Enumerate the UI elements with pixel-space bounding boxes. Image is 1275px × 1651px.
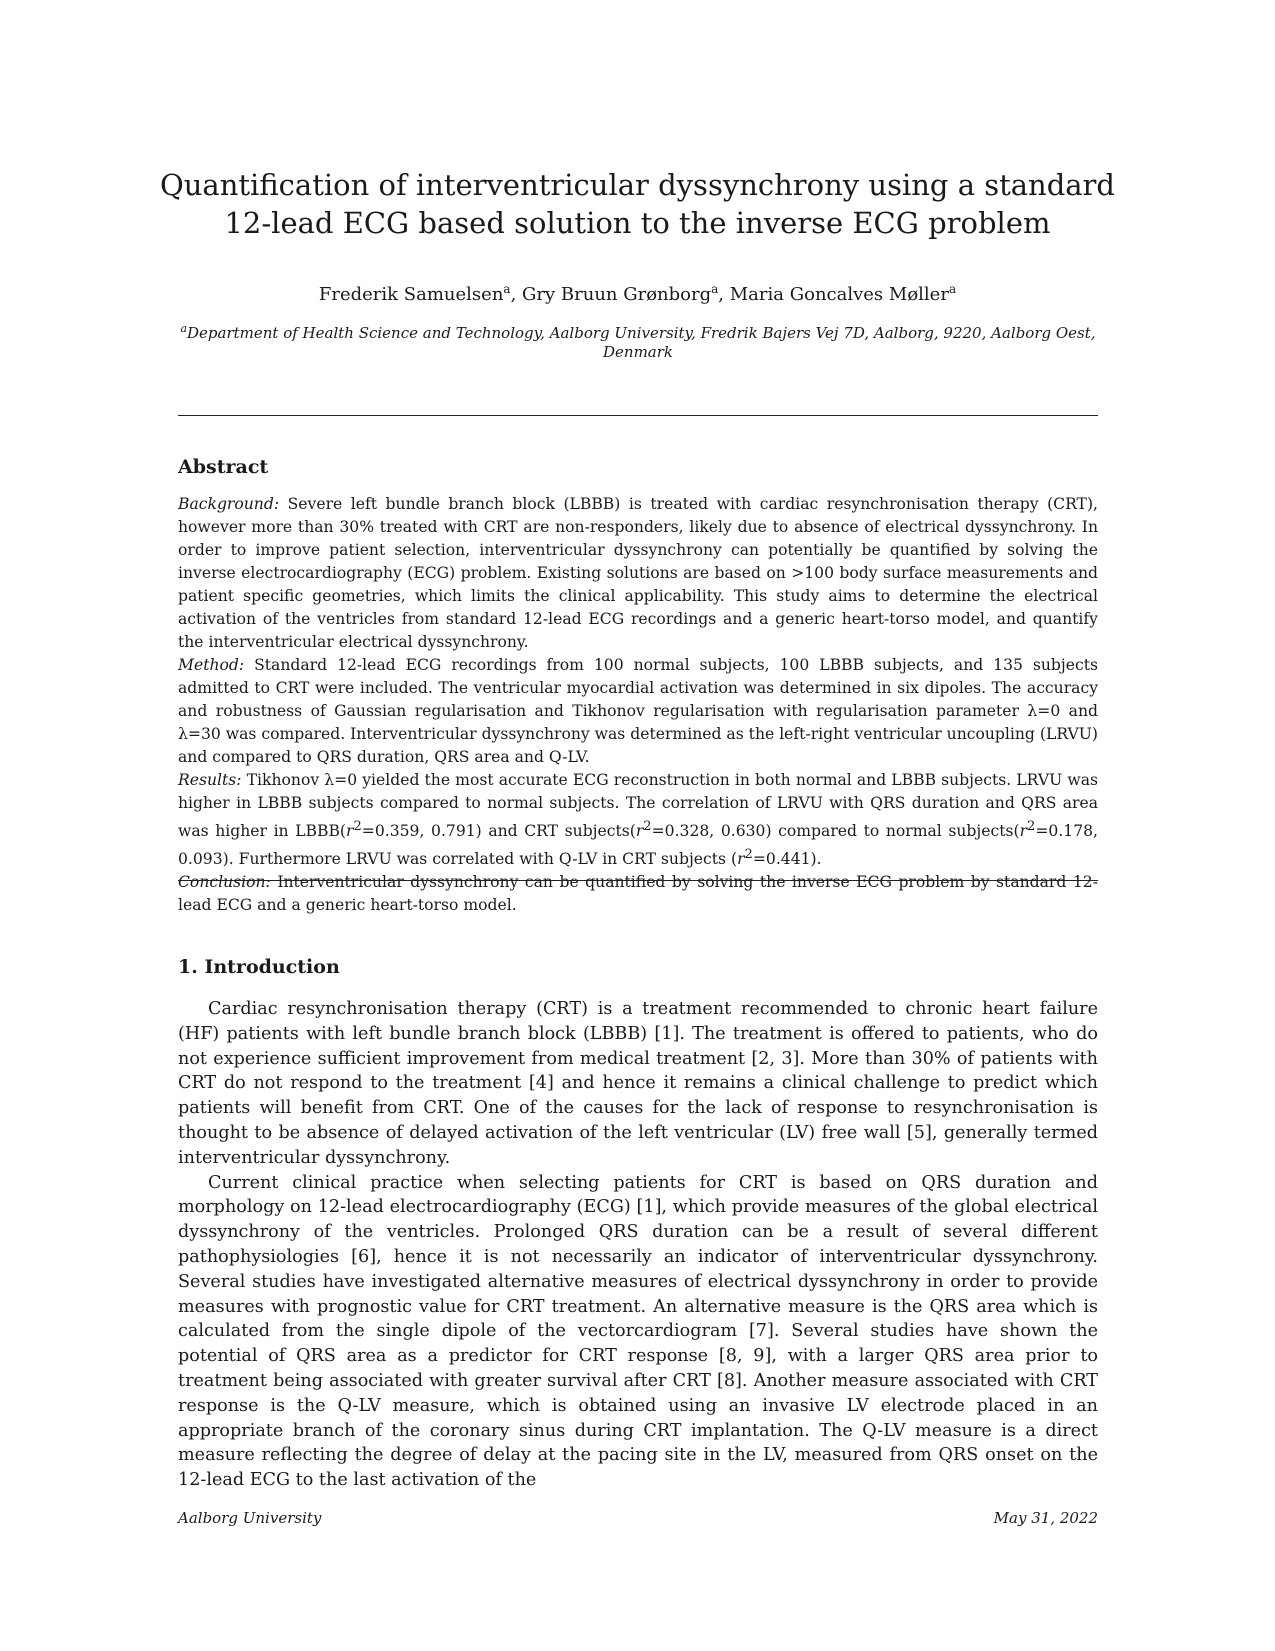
author-name: Gry Bruun Grønborg <box>522 284 712 305</box>
abstract-conclusion <box>178 871 1098 917</box>
title-line-1: Quantification of interventricular dyssynchrony using a standard <box>159 168 1115 202</box>
abstract-body <box>178 493 1098 917</box>
squared-mark: 2 <box>353 819 362 834</box>
abstract-top-rule <box>178 415 1098 416</box>
r-symbol: r <box>635 822 644 841</box>
affiliation-mark: a <box>180 322 187 335</box>
author-affiliation-mark: a <box>503 282 511 296</box>
results-text: Tikhonov λ=0 yielded the most accurate ECG reconstruction in both normal and LBBB subjects. LRVU was higher in LBBB subjects compared to normal subjects. The correlation of LRVU with QRS duration and QRS area was higher in LBBB( <box>178 771 1098 841</box>
intro-paragraph-1: Cardiac resynchronisation therapy (CRT) is a treatment recommended to chronic heart failure (HF) patients with left bundle branch block (LBBB) [1]. The treatment is offered to patients, who do not experience sufficient improvement from medical treatment [2, 3]. More than 30% of patients with CRT do not respond to the treatment [4] and hence it remains a clinical challenge to predict which patients will benefit from CRT. One of the causes for the lack of response to resynchronisation is thought to be absence of delayed activation of the left ventricular (LV) free wall [5], generally termed interventricular dyssynchrony. <box>178 999 1098 1168</box>
conclusion-text: Interventricular dyssynchrony can be quantified by solving the inverse ECG problem by standard 12-lead ECG and a generic heart-torso model. <box>178 873 1098 915</box>
intro-paragraph-2: Current clinical practice when selecting patients for CRT is based on QRS duration and morphology on 12-lead electrocardiography (ECG) [1], which provide measures of the global electrical dyssynchrony of the ventricles. Prolonged QRS duration can be a result of several different pathophysiologies [6], hence it is not necessarily an indicator of interventricular dyssynchrony. Several studies have investigated alternative measures of electrical dyssynchrony in order to provide measures with prognostic value for CRT treatment. An alternative measure is the QRS area which is calculated from the single dipole of the vectorcardiogram [7]. Several studies have shown the potential of QRS area as a predictor for CRT response [8, 9], with a larger QRS area prior to treatment being associated with greater survival after CRT [8]. Another measure associated with CRT response is the Q-LV measure, which is obtained using an invasive LV electrode placed in an appropriate branch of the coronary sinus during CRT implantation. The Q-LV measure is a direct measure reflecting the degree of delay at the pacing site in the LV, measured from QRS onset on the 12-lead ECG to the last activation of the <box>178 1172 1098 1491</box>
introduction-heading: 1. Introduction <box>178 956 340 978</box>
author-name: Frederik Samuelsen <box>318 284 504 305</box>
affiliation-text: Department of Health Science and Technology, Aalborg University, Fredrik Bajers Vej 7D, Aalborg, 9220, Aalborg Oest, Denmark <box>187 324 1096 361</box>
results-text: =0.441). <box>752 850 822 869</box>
abstract-method <box>178 654 1098 769</box>
background-label: Background: <box>178 495 280 513</box>
r-symbol: r <box>737 850 745 869</box>
footer-date: May 31, 2022 <box>993 1509 1098 1527</box>
title-line-2: 12-lead ECG based solution to the inverse ECG problem <box>224 206 1051 240</box>
method-label: Method: <box>178 656 245 674</box>
affiliation <box>178 319 1098 362</box>
author-list <box>150 277 1125 307</box>
results-text: =0.328, 0.630) compared to normal subjects( <box>651 822 1020 841</box>
abstract-bottom-rule <box>178 880 1098 881</box>
r-symbol: r <box>346 822 354 841</box>
results-text: =0.178, 0.093). Furthermore LRVU was correlated with Q-LV in CRT subjects ( <box>178 822 1098 869</box>
abstract-results <box>178 769 1098 871</box>
results-label: Results: <box>178 771 242 789</box>
method-text: Standard 12-lead ECG recordings from 100 normal subjects, 100 LBBB subjects, and 135 subjects admitted to CRT were included. The ventricular myocardial activation was determined in six dipoles. The accuracy and robustness of Gaussian regularisation and Tikhonov regularisation with regularisation parameter λ=0 and λ=30 was compared. Interventricular dyssynchrony was determined as the left-right ventricular uncoupling (LRVU) and compared to QRS duration, QRS area and Q-LV. <box>178 656 1098 766</box>
abstract-background <box>178 493 1098 654</box>
author-affiliation-mark: a <box>711 282 719 296</box>
introduction-body <box>178 997 1098 1493</box>
footer-institution: Aalborg University <box>178 1509 322 1527</box>
author-separator: , <box>510 284 523 305</box>
abstract-heading: Abstract <box>178 456 269 478</box>
results-text: =0.359, 0.791) and CRT subjects( <box>361 822 636 841</box>
author-affiliation-mark: a <box>948 282 957 296</box>
squared-mark: 2 <box>744 847 753 863</box>
r-symbol: r <box>1019 822 1028 841</box>
conclusion-label: Conclusion: <box>178 873 271 892</box>
author-name: Maria Goncalves Møller <box>729 284 949 305</box>
squared-mark: 2 <box>1027 819 1036 834</box>
paper-title <box>150 166 1125 242</box>
background-text: Severe left bundle branch block (LBBB) is treated with cardiac resynchronisation therapy (CRT), however more than 30% treated with CRT are non-responders, likely due to absence of electrical dyssynchrony. In order to improve patient selection, interventricular dyssynchrony can potentially be quantified by solving the inverse electrocardiography (ECG) problem. Existing solutions are based on >100 body surface measurements and patient specific geometries, which limits the clinical applicability. This study aims to determine the electrical activation of the ventricles from standard 12-lead ECG recordings and a generic heart-torso model, and quantify the interventricular electrical dyssynchrony. <box>178 495 1098 651</box>
squared-mark: 2 <box>643 819 652 834</box>
author-separator: , <box>718 284 730 305</box>
